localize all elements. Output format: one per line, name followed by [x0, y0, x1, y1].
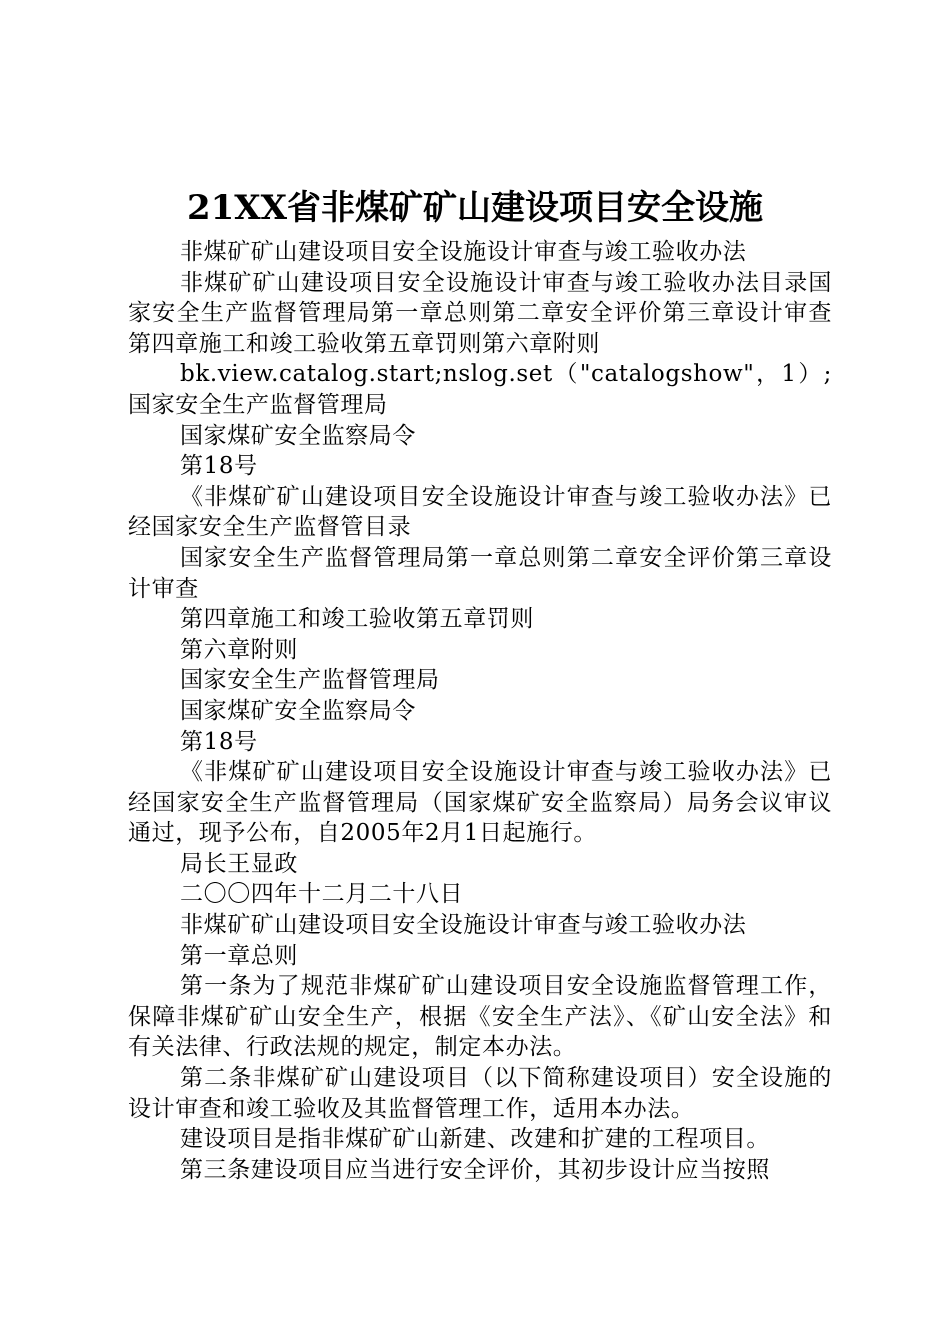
paragraph: 第一章总则: [180, 942, 298, 969]
paragraph: 二〇〇四年十二月二十八日: [180, 881, 464, 908]
paragraph: 非煤矿矿山建设项目安全设施设计审查与竣工验收办法目录国家安全生产监督管理局第一章总则第二章安全评价第三章设计审查第四章施工和竣工验收第五章罚则第六章附则: [128, 269, 832, 357]
paragraph: 局长王显政: [180, 850, 298, 877]
paragraph: 《非煤矿矿山建设项目安全设施设计审查与竣工验收办法》已经国家安全生产监督管理局（国家煤矿安全监察局）局务会议审议通过，现予公布，自2005年2月1日起施行。: [128, 759, 832, 847]
paragraph: 第三条建设项目应当进行安全评价，其初步设计应当按照: [180, 1156, 770, 1183]
paragraph: bk.view.catalog.start;nslog.set（"catalogshow"，1）;国家安全生产监督管理局: [128, 361, 832, 418]
paragraph: 《非煤矿矿山建设项目安全设施设计审查与竣工验收办法》已经国家安全生产监督管目录: [128, 483, 832, 541]
document-title: 21XX省非煤矿矿山建设项目安全设施: [186, 188, 764, 228]
paragraph: 第二条非煤矿矿山建设项目（以下简称建设项目）安全设施的设计审查和竣工验收及其监督管理工作，适用本办法。: [128, 1065, 832, 1122]
paragraph: 非煤矿矿山建设项目安全设施设计审查与竣工验收办法: [180, 239, 747, 265]
paragraph: 第四章施工和竣工验收第五章罚则: [180, 606, 534, 633]
paragraph: 第18号: [180, 453, 258, 480]
paragraph: 建设项目是指非煤矿矿山新建、改建和扩建的工程项目。: [180, 1126, 770, 1153]
paragraph: 国家煤矿安全监察局令: [180, 422, 416, 449]
paragraph: 国家安全生产监督管理局第一章总则第二章安全评价第三章设计审查: [128, 544, 832, 602]
paragraph: 第一条为了规范非煤矿矿山建设项目安全设施监督管理工作，保障非煤矿矿山安全生产，根据《安全生产法》、《矿山安全法》和有关法律、行政法规的规定，制定本办法。: [128, 973, 832, 1061]
paragraph: 非煤矿矿山建设项目安全设施设计审查与竣工验收办法: [180, 912, 747, 939]
paragraph: 第六章附则: [180, 636, 298, 663]
paragraph: 第18号: [180, 728, 258, 755]
paragraph: 国家煤矿安全监察局令: [180, 697, 416, 724]
paragraph: 国家安全生产监督管理局: [180, 667, 440, 694]
document-body: [128, 237, 832, 1185]
